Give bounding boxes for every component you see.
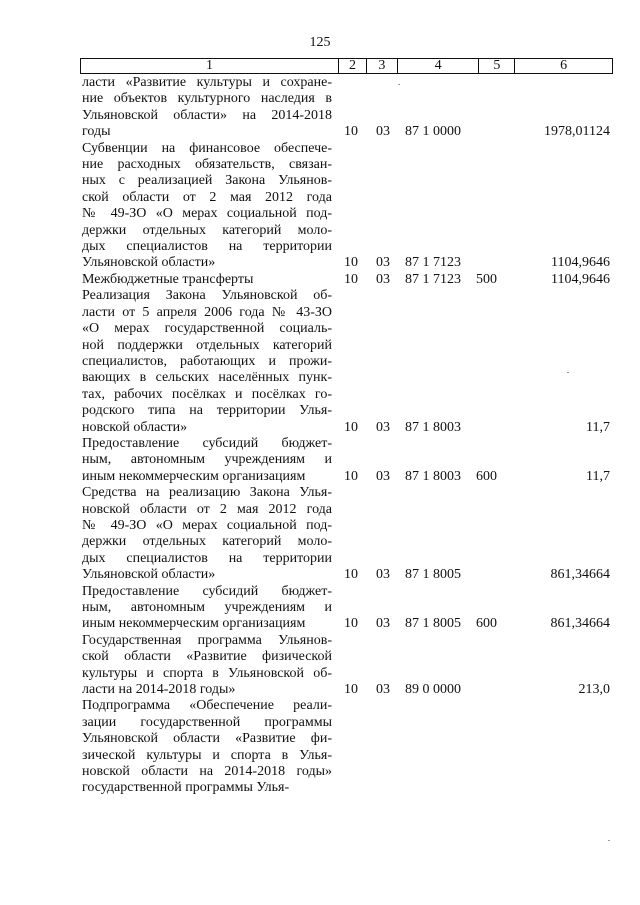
description-line: Межбюджетные трансферты	[82, 271, 254, 287]
description-line: ласти на 2014-2018 годы»	[82, 682, 236, 698]
expense-type-code: 600	[476, 468, 497, 484]
amount-value: 861,34664	[550, 616, 610, 632]
description-line: иным некоммерческим организациям	[82, 616, 306, 632]
subsection-code: 03	[376, 682, 390, 698]
description-line: специалистов, работающих и прожи-	[82, 353, 332, 369]
column-header-4: 4	[398, 59, 480, 73]
section-code: 10	[344, 255, 358, 271]
section-code: 10	[344, 682, 358, 698]
page-number: 125	[309, 35, 331, 50]
table-row	[82, 272, 622, 288]
table-body	[82, 75, 622, 797]
scan-speck	[398, 84, 400, 85]
description-line: держки отдельных категорий моло-	[82, 222, 332, 238]
row-description	[82, 436, 332, 485]
description-line: ласти от 5 апреля 2006 года № 43-ЗО	[82, 304, 332, 320]
section-code: 10	[344, 124, 358, 140]
description-line: ской области от 2 мая 2012 года	[82, 189, 332, 205]
expense-type-code: 600	[476, 616, 497, 632]
row-description	[82, 633, 332, 699]
amount-value: 213,0	[578, 682, 610, 698]
subsection-code: 03	[376, 255, 390, 271]
section-code: 10	[344, 468, 358, 484]
description-line: Ульяновской области»	[82, 567, 216, 583]
description-line: Ульяновской области» на 2014-2018	[82, 107, 332, 123]
section-code: 10	[344, 271, 358, 287]
description-line: ным, автономным учреждениям и	[82, 452, 332, 468]
target-article-code: 87 1 8003	[405, 468, 461, 484]
description-line: Реализация Закона Ульяновской об-	[82, 288, 332, 304]
subsection-code: 03	[376, 271, 390, 287]
description-line: дых специалистов на территории	[82, 239, 332, 255]
table-row	[82, 584, 622, 633]
table-row	[82, 141, 622, 272]
row-description	[82, 584, 332, 633]
description-line: ласти «Развитие культуры и сохране-	[82, 75, 332, 90]
description-line: Субвенции на финансовое обеспече-	[82, 140, 332, 156]
table-row	[82, 75, 622, 141]
description-line: № 49-ЗО «О мерах социальной под-	[82, 206, 332, 222]
amount-value: 1104,9646	[551, 255, 610, 271]
target-article-code: 87 1 8005	[405, 616, 461, 632]
table-row	[82, 698, 622, 796]
amount-value: 861,34664	[550, 567, 610, 583]
section-code: 10	[344, 567, 358, 583]
description-line: зической культуры и спорта в Улья-	[82, 747, 332, 763]
description-line: «О мерах государственной социаль-	[82, 321, 332, 337]
subsection-code: 03	[376, 567, 390, 583]
description-line: новской области от 2 мая 2012 года	[82, 501, 332, 517]
description-line: ской области «Развитие физической	[82, 649, 332, 665]
amount-value: 1104,9646	[551, 271, 610, 287]
table-row	[82, 485, 622, 583]
target-article-code: 89 0 0000	[405, 682, 461, 698]
description-line: культуры и спорта в Ульяновской об-	[82, 665, 332, 681]
row-description	[82, 75, 332, 141]
column-header-2: 2	[339, 59, 367, 73]
row-description	[82, 288, 332, 436]
description-line: ных с реализацией Закона Ульянов-	[82, 173, 332, 189]
description-line: вающих в сельских населённых пунк-	[82, 370, 332, 386]
amount-value: 11,7	[586, 419, 610, 435]
subsection-code: 03	[376, 419, 390, 435]
row-description	[82, 141, 332, 272]
table-row	[82, 633, 622, 699]
subsection-code: 03	[376, 468, 390, 484]
target-article-code: 87 1 8003	[405, 419, 461, 435]
row-description	[82, 272, 332, 288]
row-description	[82, 698, 332, 796]
description-line: № 49-ЗО «О мерах социальной под-	[82, 517, 332, 533]
scan-speck	[608, 840, 610, 841]
column-header-row	[80, 58, 613, 74]
description-line: Государственная программа Ульянов-	[82, 632, 332, 648]
section-code: 10	[344, 616, 358, 632]
column-header-3: 3	[367, 59, 398, 73]
description-line: Подпрограмма «Обеспечение реали-	[82, 698, 332, 714]
description-line: ной поддержки отдельных категорий	[82, 337, 332, 353]
column-header-5: 5	[479, 59, 515, 73]
row-description	[82, 485, 332, 583]
target-article-code: 87 1 8005	[405, 567, 461, 583]
description-line: Ульяновской области»	[82, 255, 216, 271]
description-line: держки отдельных категорий моло-	[82, 534, 332, 550]
subsection-code: 03	[376, 616, 390, 632]
section-code: 10	[344, 419, 358, 435]
description-line: Ульяновской области «Развитие фи-	[82, 731, 332, 747]
column-header-6: 6	[560, 58, 568, 73]
description-line: родского типа на территории Улья-	[82, 403, 332, 419]
description-line: Предоставление субсидий бюджет-	[82, 435, 332, 451]
description-line: Средства на реализацию Закона Улья-	[82, 485, 332, 501]
amount-value: 11,7	[586, 468, 610, 484]
table-row	[82, 436, 622, 485]
target-article-code: 87 1 0000	[405, 124, 461, 140]
description-line: новской области на 2014-2018 годы»	[82, 764, 332, 780]
description-line: годы	[82, 124, 111, 140]
description-line: тах, рабочих посёлках и посёлках го-	[82, 386, 332, 402]
description-line: Предоставление субсидий бюджет-	[82, 583, 332, 599]
description-line: дых специалистов на территории	[82, 550, 332, 566]
description-line: ным, автономным учреждениям и	[82, 600, 332, 615]
description-line: ние расходных обязательств, связан-	[82, 157, 332, 173]
amount-value: 1978,01124	[544, 124, 610, 140]
scan-speck	[567, 372, 569, 373]
description-line: зации государственной программы	[82, 714, 332, 730]
description-line: новской области»	[82, 419, 188, 435]
description-line: государственной программы Улья-	[82, 780, 290, 796]
description-line: ние объектов культурного наследия в	[82, 91, 332, 107]
target-article-code: 87 1 7123	[405, 271, 461, 287]
expense-type-code: 500	[476, 271, 497, 287]
description-line: иным некоммерческим организациям	[82, 468, 306, 484]
subsection-code: 03	[376, 124, 390, 140]
table-row	[82, 288, 622, 436]
target-article-code: 87 1 7123	[405, 255, 461, 271]
column-header-1: 1	[81, 59, 339, 73]
